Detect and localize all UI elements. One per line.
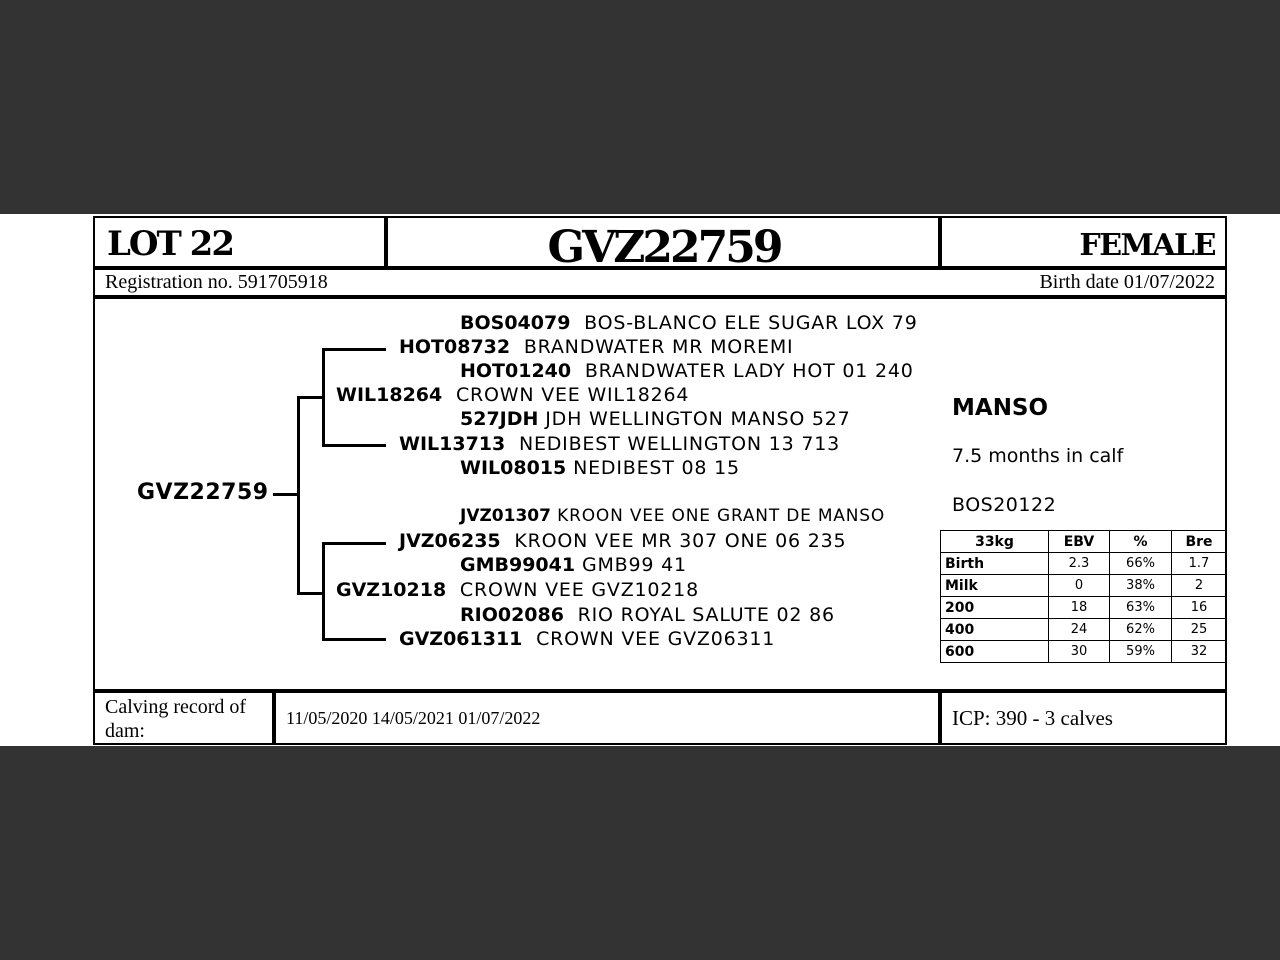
- pedigree-sss: BOS04079 BOS-BLANCO ELE SUGAR LOX 79: [460, 312, 918, 334]
- ebv-header: Bre: [1172, 531, 1227, 553]
- pedigree-dsd: GMB99041 GMB99 41: [460, 554, 687, 576]
- icp-value: ICP: 390 - 3 calves: [952, 706, 1113, 730]
- ebv-value: 0: [1049, 575, 1110, 597]
- ebv-breed-avg: 1.7: [1172, 553, 1227, 575]
- ebv-label: Milk: [941, 575, 1049, 597]
- ebv-row: [941, 575, 1227, 597]
- ebv-row: [941, 553, 1227, 575]
- pedigree-dam: GVZ10218 CROWN VEE GVZ10218: [336, 579, 699, 601]
- sex-cell: [940, 216, 1227, 268]
- animal-sex: FEMALE: [1079, 228, 1215, 263]
- ebv-row: [941, 597, 1227, 619]
- pedigree-ds: JVZ06235 KROON VEE MR 307 ONE 06 235: [399, 530, 847, 552]
- ebv-row: [941, 641, 1227, 663]
- ebv-breed-avg: 32: [1172, 641, 1227, 663]
- ebv-table: [940, 530, 1227, 663]
- ebv-accuracy: 66%: [1110, 553, 1172, 575]
- ebv-value: 18: [1049, 597, 1110, 619]
- pedigree-ssd: HOT01240 BRANDWATER LADY HOT 01 240: [460, 360, 914, 382]
- ebv-accuracy: 59%: [1110, 641, 1172, 663]
- ebv-label: 400: [941, 619, 1049, 641]
- pedigree-animal: GVZ22759: [137, 480, 269, 505]
- ebv-breed-avg: 2: [1172, 575, 1227, 597]
- ebv-value: 2.3: [1049, 553, 1110, 575]
- birth-date: Birth date 01/07/2022: [1039, 271, 1215, 293]
- ebv-header: 33kg: [941, 531, 1049, 553]
- pedigree-ss: HOT08732 BRANDWATER MR MOREMI: [399, 336, 794, 358]
- pedigree-dd: GVZ061311 CROWN VEE GVZ06311: [399, 628, 776, 650]
- registration-row: [93, 268, 1227, 297]
- ebv-label: 200: [941, 597, 1049, 619]
- ebv-header: %: [1110, 531, 1172, 553]
- ebv-label: Birth: [941, 553, 1049, 575]
- icp-cell: [940, 691, 1227, 745]
- ebv-breed-avg: 25: [1172, 619, 1227, 641]
- calving-dates-cell: [274, 691, 940, 745]
- pedigree-sire: WIL18264 CROWN VEE WIL18264: [336, 384, 690, 406]
- pedigree-dds: RIO02086 RIO ROYAL SALUTE 02 86: [460, 604, 835, 626]
- pedigree-sdd: WIL08015 NEDIBEST 08 15: [460, 457, 740, 479]
- ebv-value: 30: [1049, 641, 1110, 663]
- pedigree-dss: JVZ01307 KROON VEE ONE GRANT DE MANSO: [460, 506, 886, 526]
- ebv-accuracy: 63%: [1110, 597, 1172, 619]
- ebv-header: EBV: [1049, 531, 1110, 553]
- lot-card: [0, 214, 1280, 746]
- months-in-calf: 7.5 months in calf: [952, 445, 1124, 467]
- pedigree-sd: WIL13713 NEDIBEST WELLINGTON 13 713: [399, 433, 841, 455]
- registration-number: Registration no. 591705918: [105, 271, 328, 293]
- calving-label-cell: [93, 691, 274, 745]
- tag-cell: [386, 216, 940, 273]
- lot-cell: [93, 216, 386, 268]
- ebv-accuracy: 38%: [1110, 575, 1172, 597]
- ebv-accuracy: 62%: [1110, 619, 1172, 641]
- ebv-label: 600: [941, 641, 1049, 663]
- service-breed: MANSO: [952, 395, 1049, 421]
- service-sire: BOS20122: [952, 494, 1057, 516]
- pedigree-sds: 527JDH JDH WELLINGTON MANSO 527: [460, 408, 851, 430]
- ebv-row: [941, 619, 1227, 641]
- calving-dates: 11/05/2020 14/05/2021 01/07/2022: [286, 708, 541, 728]
- lot-number: LOT 22: [107, 224, 233, 264]
- calving-label: Calving record of dam:: [105, 696, 247, 742]
- ebv-breed-avg: 16: [1172, 597, 1227, 619]
- ebv-header-row: [941, 531, 1227, 553]
- animal-tag: GVZ22759: [547, 222, 781, 273]
- ebv-value: 24: [1049, 619, 1110, 641]
